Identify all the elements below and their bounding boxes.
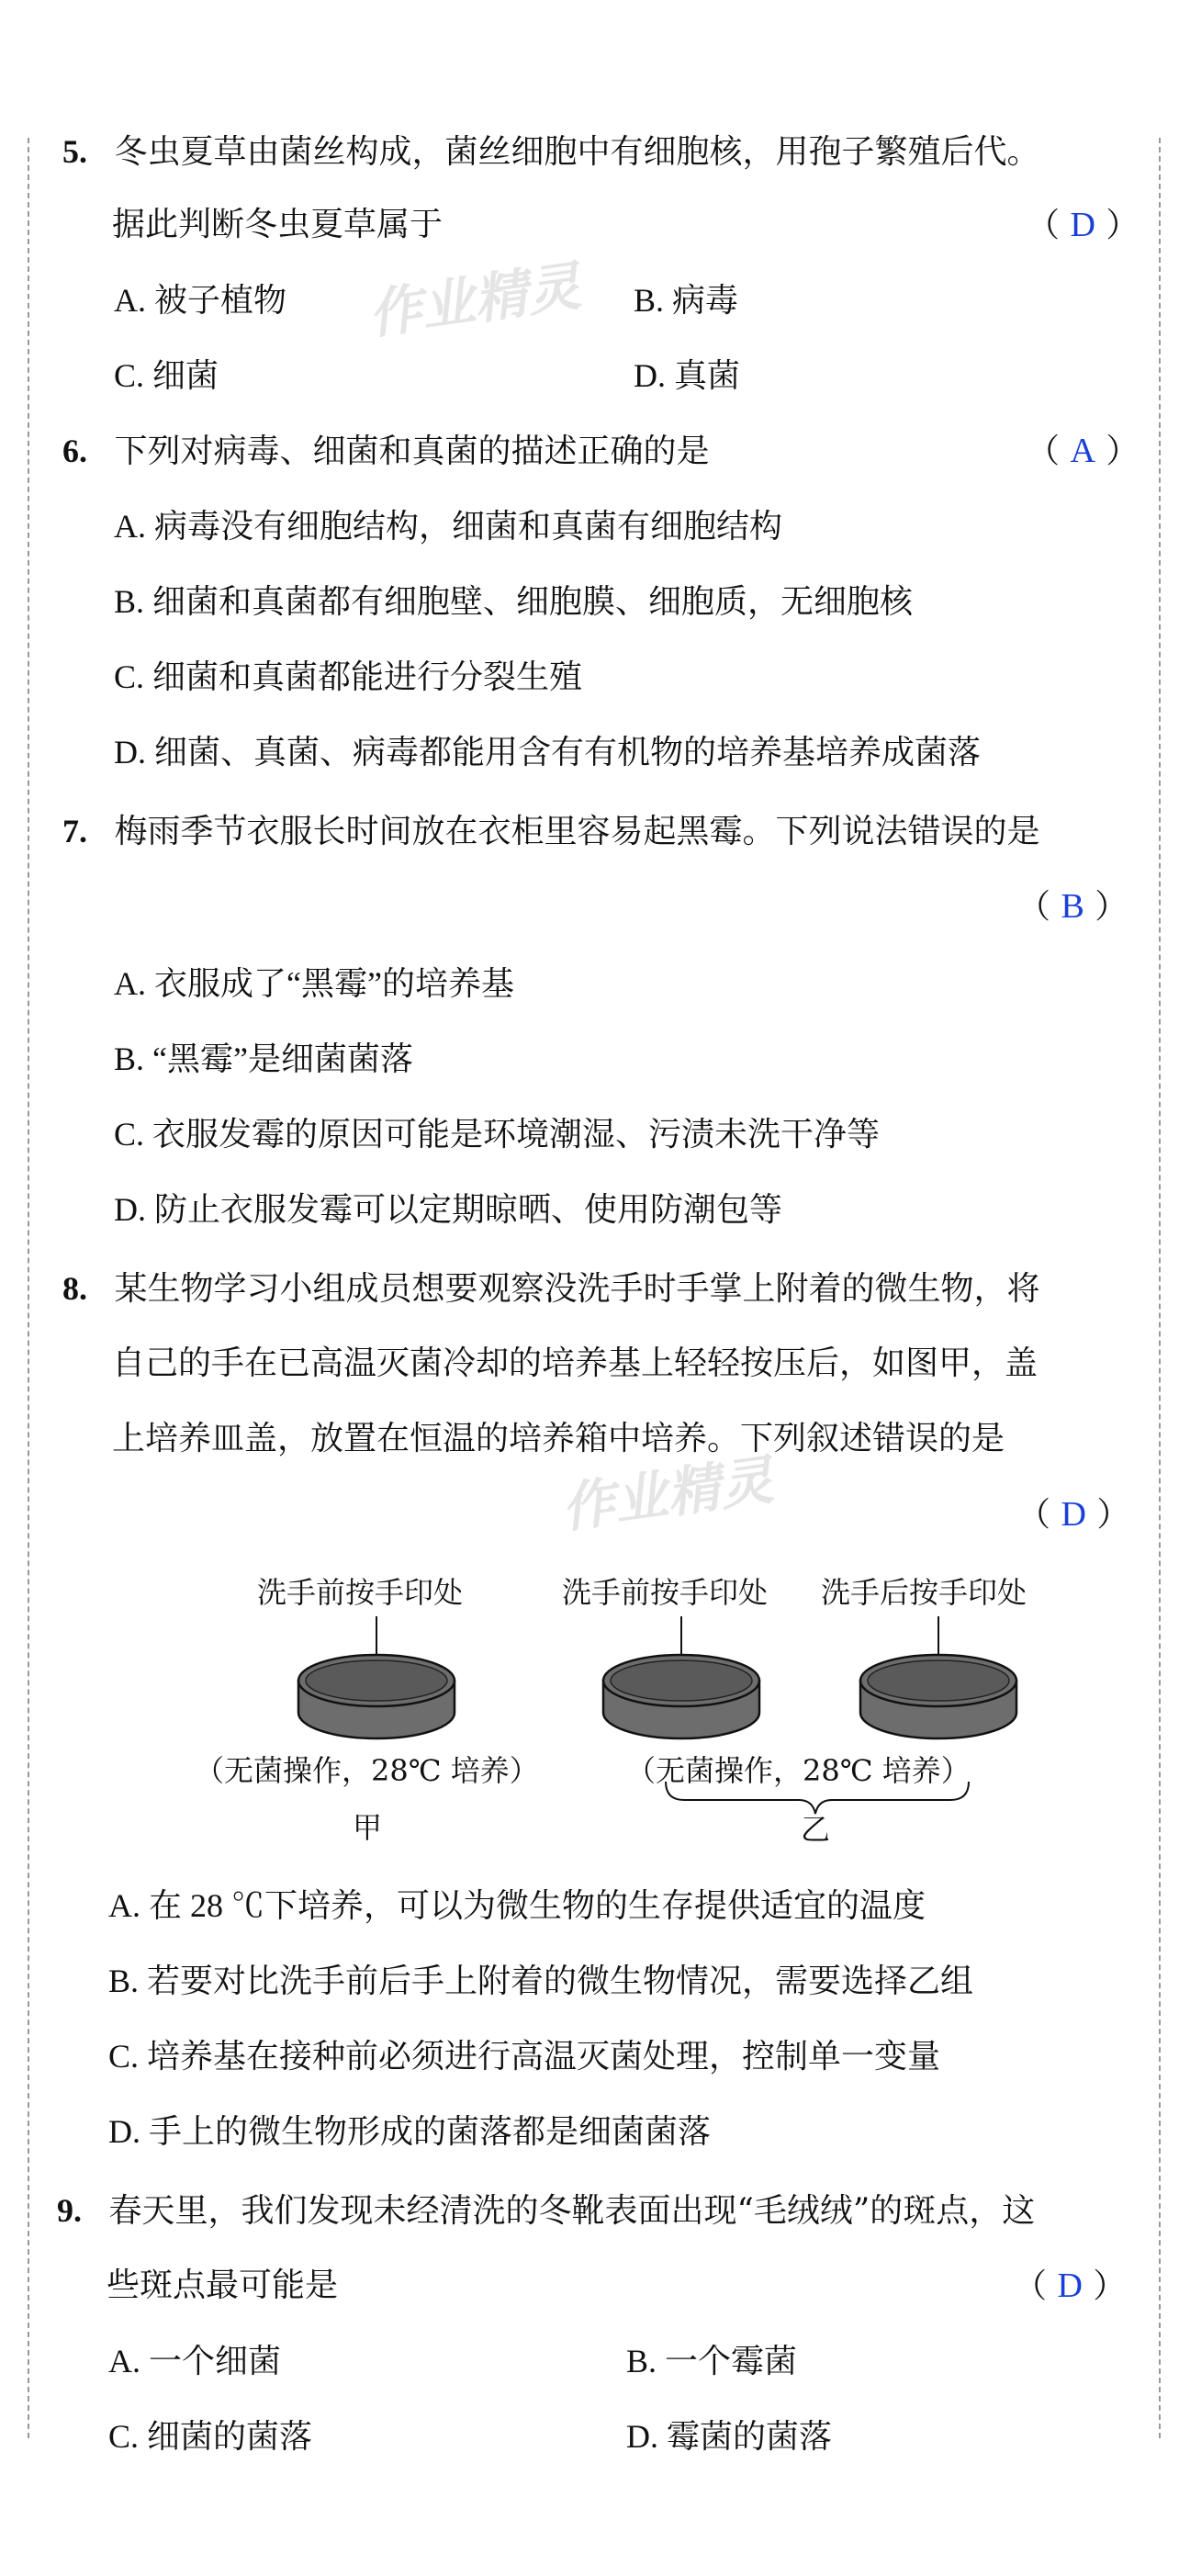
option-c: C. 培养基在接种前必须进行高温灭菌处理，控制单一变量 [108, 2038, 941, 2075]
option-a: A. 衣服成了“黑霉”的培养基 [114, 965, 514, 1002]
question-9-line-2: 些斑点最可能是 [107, 2267, 339, 2304]
option-b: B. 细菌和真菌都有细胞壁、细胞膜、细胞质，无细胞核 [114, 583, 914, 620]
label-yi: 乙 [801, 1812, 831, 1847]
dish-2-label: 洗手前按手印处 [562, 1575, 769, 1610]
answer-bracket: （ D ） [1017, 1495, 1130, 1534]
petri-dish-1 [298, 1616, 455, 1738]
option-b: B. 一个霉菌 [626, 2343, 798, 2379]
option-d: D. 防止衣服发霉可以定期晾晒、使用防潮包等 [114, 1191, 782, 1228]
question-number: 5. [62, 133, 87, 170]
question-number: 9. [57, 2192, 82, 2229]
option-d: D. 霉菌的菌落 [626, 2418, 832, 2455]
watermark: 作业精灵 [557, 1448, 778, 1540]
question-7-line-1 [62, 808, 1039, 855]
option-a: A. 被子植物 [114, 282, 286, 319]
option-a: A. 在 28 ℃下培养，可以为微生物的生存提供适宜的温度 [108, 1887, 926, 1924]
dish-1-label: 洗手前按手印处 [257, 1575, 464, 1610]
answer-letter: B [1061, 887, 1084, 926]
petri-dish-3 [860, 1616, 1016, 1738]
option-a: A. 病毒没有细胞结构，细菌和真菌有细胞结构 [114, 508, 782, 545]
question-stem: 梅雨季节衣服长时间放在衣柜里容易起黑霉。下列说法错误的是 [114, 813, 1040, 850]
option-b: B. 若要对比洗手前后手上附着的微生物情况，需要选择乙组 [108, 1963, 974, 1999]
question-8-line-1 [62, 1266, 1039, 1312]
question-number: 7. [62, 813, 87, 849]
answer-letter: D [1070, 206, 1095, 244]
petri-dish-2 [603, 1616, 759, 1738]
option-c: C. 细菌 [114, 357, 219, 394]
option-c: C. 衣服发霉的原因可能是环境潮湿、污渍未洗干净等 [114, 1116, 881, 1153]
question-stem: 春天里，我们发现未经清洗的冬靴表面出现“毛绒绒”的斑点，这 [108, 2192, 1036, 2230]
answer-letter: A [1070, 432, 1095, 470]
answer-letter: D [1057, 2267, 1083, 2305]
left-dashed-border [28, 138, 29, 2438]
caption-jia: （无菌操作，28℃ 培养） [195, 1753, 539, 1788]
answer-bracket: （ A ） [1027, 432, 1140, 470]
answer-bracket: （ D ） [1027, 206, 1140, 244]
caption-yi: （无菌操作，28℃ 培养） [626, 1753, 971, 1788]
question-8-line-2: 自己的手在已高温灭菌冷却的培养基上轻轻按压后，如图甲，盖 [112, 1344, 1039, 1382]
question-number: 6. [62, 433, 87, 469]
label-jia: 甲 [353, 1810, 383, 1845]
question-5-line-2 [112, 202, 443, 248]
right-dashed-border [1159, 138, 1161, 2438]
question-9-line-1 [57, 2188, 1035, 2234]
watermark: 作业精灵 [365, 254, 585, 346]
question-stem: 据此判断冬虫夏草属于 [112, 206, 444, 243]
question-stem: 下列对病毒、细菌和真菌的描述正确的是 [114, 433, 710, 470]
question-stem: 冬虫夏草由菌丝构成，菌丝细胞中有细胞核，用孢子繁殖后代。 [114, 133, 1040, 171]
option-c: C. 细菌的菌落 [108, 2418, 313, 2455]
option-c: C. 细菌和真菌都能进行分裂生殖 [114, 658, 583, 695]
question-stem: 某生物学习小组成员想要观察没洗手时手掌上附着的微生物，将 [114, 1270, 1040, 1308]
option-b: B. “黑霉”是细菌菌落 [114, 1041, 413, 1077]
question-number: 8. [62, 1270, 87, 1307]
dish-3-label: 洗手后按手印处 [821, 1575, 1027, 1610]
option-b: B. 病毒 [634, 282, 739, 319]
question-5-line-1 [62, 129, 1039, 175]
option-d: D. 细菌、真菌、病毒都能用含有有机物的培养基培养成菌落 [114, 734, 981, 771]
option-d: D. 手上的微生物形成的菌落都是细菌菌落 [108, 2113, 711, 2150]
option-a: A. 一个细菌 [108, 2343, 281, 2379]
question-6-line-1 [62, 428, 709, 475]
option-d: D. 真菌 [634, 357, 740, 394]
answer-letter: D [1061, 1495, 1086, 1534]
answer-bracket: （ D ） [1014, 2267, 1127, 2305]
answer-bracket: （ B ） [1017, 887, 1128, 926]
question-8-line-3: 上培养皿盖，放置在恒温的培养箱中培养。下列叙述错误的是 [112, 1420, 1005, 1457]
